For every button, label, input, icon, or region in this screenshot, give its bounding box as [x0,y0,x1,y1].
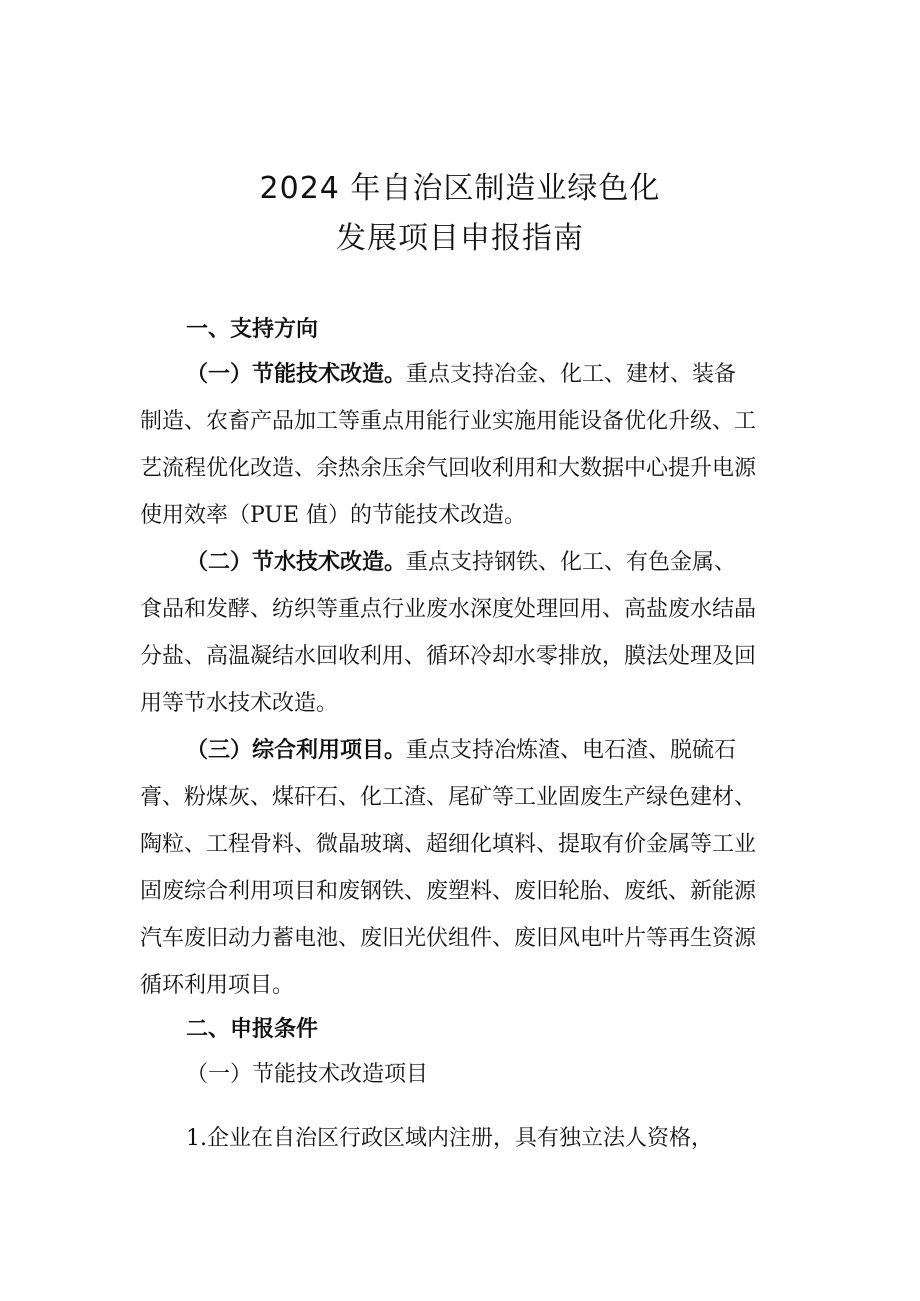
text-line: 膏、粉煤灰、煤矸石、化工渣、尾矿等工业固废生产绿色建材、 [140,785,757,810]
text-line: 汽车废旧动力蓄电池、废旧光伏组件、废旧风电叶片等再生资源 [140,926,757,951]
section-heading-support-direction: 一、支持方向 [186,317,319,342]
text-line: 分盐、高温凝结水回收利用、循环冷却水零排放，膜法处理及回 [140,644,757,669]
text-line: 艺流程优化改造、余热余压余气回收利用和大数据中心提升电源 [140,456,757,481]
document-title-line-1: 2024 年自治区制造业绿色化 [259,171,661,206]
text-line: 固废综合利用项目和废钢铁、废塑料、废旧轮胎、废纸、新能源 [140,879,757,904]
item-label-water-saving: （二）节水技术改造。 [186,550,407,575]
text-line: 用等节水技术改造。 [140,691,339,716]
text-line: 重点支持钢铁、化工、有色金属、 [406,550,737,575]
paragraph-energy-saving [186,360,846,390]
text-line: 循环利用项目。 [140,973,295,998]
item-label-comprehensive-utilization: （三）综合利用项目。 [186,738,407,763]
paragraph-water-saving [186,548,846,578]
paragraph-comprehensive-utilization [186,736,846,766]
text-line: 重点支持冶金、化工、建材、装备 [406,362,737,387]
text-line: 食品和发酵、纺织等重点行业废水深度处理回用、高盐废水结晶 [140,597,757,622]
item-label-energy-saving: （一）节能技术改造。 [186,362,407,387]
document-title-line-2: 发展项目申报指南 [336,221,584,256]
subheading-energy-saving-project: （一）节能技术改造项目 [186,1062,429,1087]
text-line: 陶粒、工程骨料、微晶玻璃、超细化填料、提取有价金属等工业 [140,832,757,857]
text-line: 重点支持冶炼渣、电石渣、脱硫石 [406,738,737,763]
text-line: 制造、农畜产品加工等重点用能行业实施用能设备优化升级、工 [140,409,757,434]
text-line: 使用效率（PUE 值）的节能技术改造。 [140,503,527,528]
section-heading-application-conditions: 二、申报条件 [186,1017,319,1042]
text-line: 1.企业在自治区行政区域内注册，具有独立法人资格， [186,1126,713,1151]
